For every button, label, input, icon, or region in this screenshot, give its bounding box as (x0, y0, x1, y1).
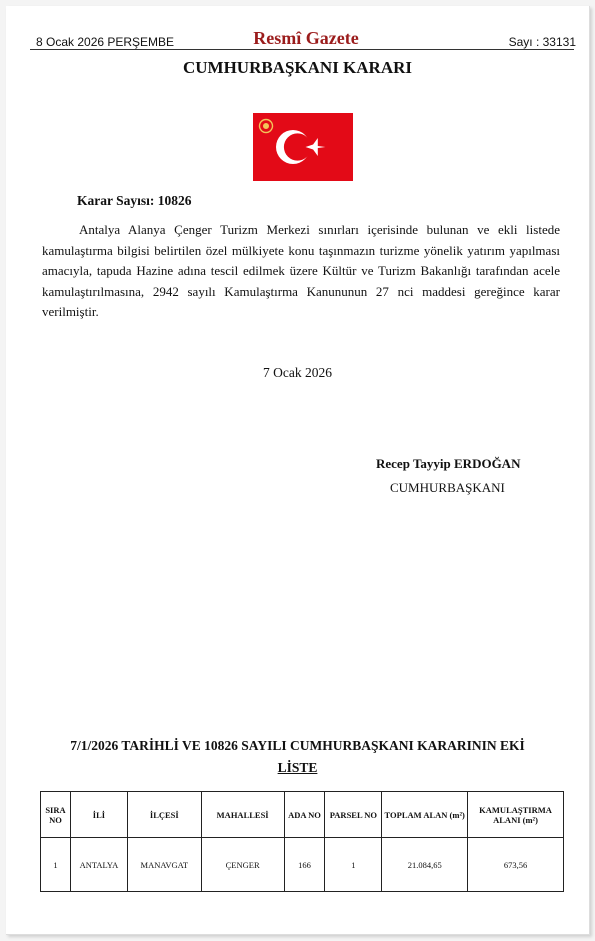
table-cell: 21.084,65 (382, 838, 468, 892)
table-cell: MANAVGAT (127, 838, 201, 892)
annex-title (40, 735, 555, 779)
signer-name: Recep Tayyip ERDOĞAN (376, 456, 521, 471)
table-cell: ANTALYA (70, 838, 127, 892)
expropriation-table (40, 791, 564, 892)
table-cell: 1 (325, 838, 382, 892)
decision-date: 7 Ocak 2026 (263, 365, 332, 380)
decision-number: Karar Sayısı: 10826 (77, 193, 192, 208)
table-row (41, 838, 564, 892)
decision-title: CUMHURBAŞKANI KARARI (182, 58, 413, 77)
column-header: MAHALLESİ (201, 792, 284, 838)
column-header: KAMULAŞTIRMA ALANI (m²) (468, 792, 564, 838)
column-header: PARSEL NO (325, 792, 382, 838)
table-header-row (41, 792, 564, 838)
issue-number: Sayı : 33131 (508, 35, 576, 49)
issue-date: 8 Ocak 2026 PERŞEMBE (36, 35, 175, 49)
table-cell: 166 (284, 838, 325, 892)
column-header: ADA NO (284, 792, 325, 838)
table-cell: 1 (41, 838, 71, 892)
decision-body: Antalya Alanya Çenger Turizm Merkezi sınırları içerisinde bulunan ve ekli listede kamulaştırma bilgisi belirtilen özel mülkiyete konu taşınmazın turizme yönelik yatırım yapılması amacıyla, tapuda Hazine adına tescil edilmek üzere Kültür ve Turizm Bakanlığı tarafından acele kamulaştırılmasına, 2942 sayılı Kamulaştırma Kanununun 27 nci maddesi gereğince karar verilmiştir. (42, 222, 560, 320)
table-cell: 673,56 (468, 838, 564, 892)
gazette-header (36, 28, 576, 54)
column-header: İLÇESİ (127, 792, 201, 838)
signer-title: CUMHURBAŞKANI (390, 480, 505, 495)
column-header: İLİ (70, 792, 127, 838)
annex-title-line1: 7/1/2026 TARİHLİ VE 10826 SAYILI CUMHURBAŞKANI KARARININ EKİ (70, 738, 525, 753)
turkish-flag-icon (253, 113, 353, 181)
table-cell: ÇENGER (201, 838, 284, 892)
gazette-title: Resmî Gazete (253, 28, 359, 48)
header-divider (30, 49, 574, 50)
column-header: TOPLAM ALAN (m²) (382, 792, 468, 838)
annex-title-line2: LİSTE (277, 760, 318, 775)
column-header: SIRA NO (41, 792, 71, 838)
